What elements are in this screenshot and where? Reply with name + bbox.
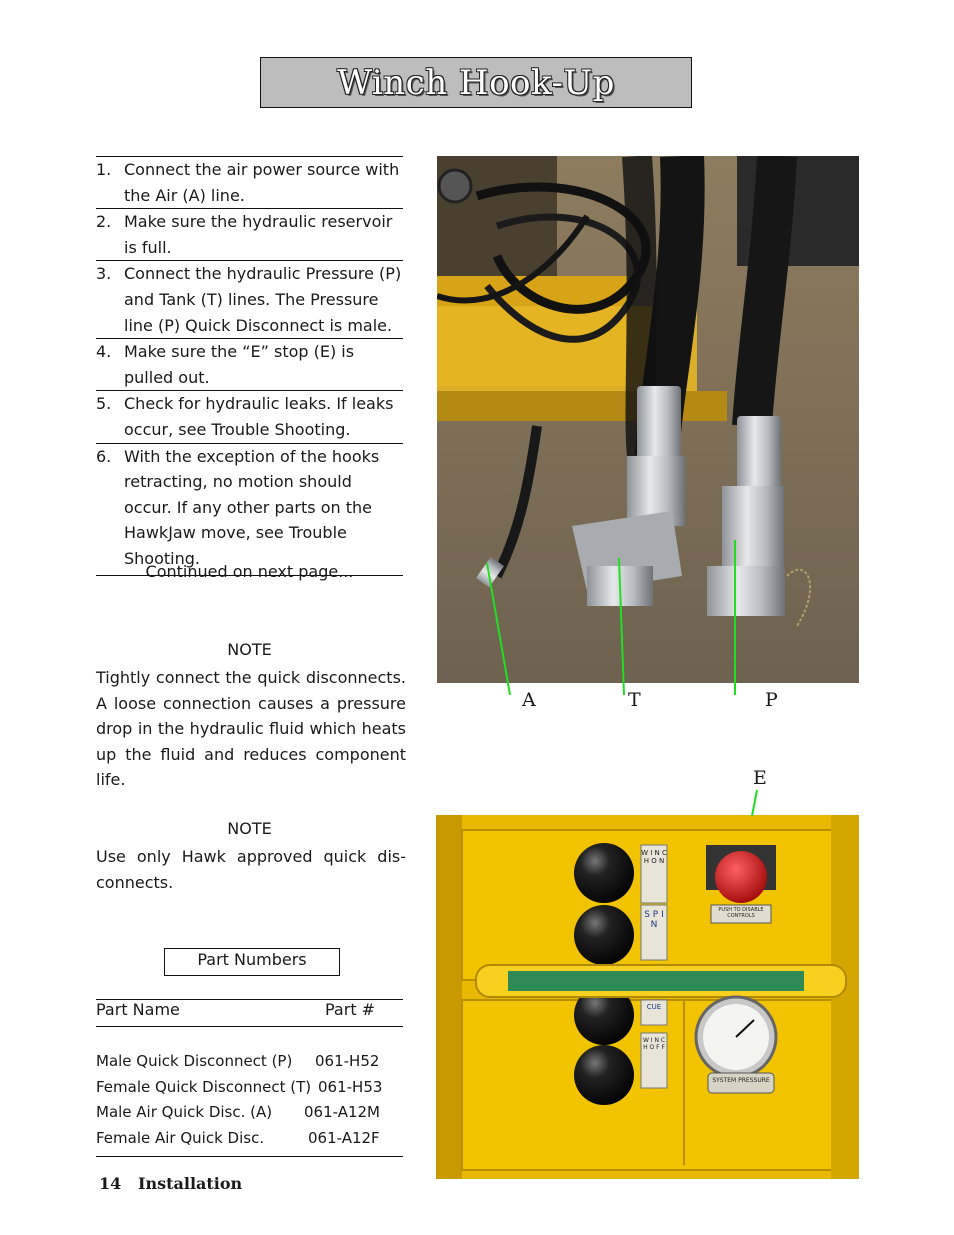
step-text: Connect the air power source with the Air (A) line. — [124, 160, 400, 205]
step-item — [96, 261, 403, 339]
col-part-number: Part # — [325, 1000, 376, 1019]
step-item — [96, 339, 403, 391]
step-number: 1. — [96, 160, 112, 179]
step-item — [96, 209, 403, 261]
cue-label: CUE — [646, 1003, 662, 1011]
step-text: Make sure the “E” stop (E) is pulled out. — [124, 342, 355, 387]
note-body: Tightly connect the quick disconnects. A loose connection causes a pressure drop in the hydraulic fluid which heats up the fluid and reduces component life. — [96, 668, 406, 790]
push-to-disable-label: PUSH TO DISABLE CONTROLS — [718, 907, 764, 919]
page-title-box — [260, 57, 692, 108]
step-text: Connect the hydraulic Pressure (P) and Tank (T) lines. The Pressure line (P) Quick Disconnect is male. — [124, 264, 402, 335]
parts-table-header — [96, 999, 403, 1027]
label-t: T — [628, 689, 641, 711]
part-number: 061-A12F — [308, 1129, 380, 1147]
note-body: Use only Hawk approved quick dis- connects. — [96, 847, 406, 892]
part-name: Male Air Quick Disc. (A) — [96, 1103, 273, 1121]
part-number: 061-H53 — [318, 1078, 383, 1096]
part-number: 061-A12M — [304, 1103, 381, 1121]
step-text: Make sure the hydraulic reservoir is full. — [124, 212, 393, 257]
spin-label: S P I N — [644, 910, 664, 930]
page-title: Winch Hook-Up — [337, 62, 615, 103]
continued-note: Continued on next page... — [145, 562, 354, 581]
part-name: Male Quick Disconnect (P) — [96, 1052, 293, 1070]
part-number: 061-H52 — [315, 1052, 380, 1070]
step-number: 5. — [96, 394, 112, 414]
step-number: 3. — [96, 264, 112, 284]
hoses-photo — [437, 156, 859, 683]
step-item — [96, 391, 403, 443]
table-bottom-rule — [96, 1156, 403, 1157]
page-footer — [99, 1174, 242, 1193]
col-part-name: Part Name — [96, 1000, 180, 1019]
step-number: 4. — [96, 342, 112, 362]
label-p: P — [765, 689, 778, 711]
note-heading: NOTE — [227, 819, 272, 838]
step-number: 6. — [96, 446, 112, 466]
step-item — [96, 157, 403, 209]
step-item — [96, 444, 403, 576]
winch-on-label: W I N C H O N — [641, 849, 667, 865]
footer-section: Installation — [137, 1174, 243, 1193]
system-pressure-label: SYSTEM PRESSURE — [712, 1077, 770, 1084]
part-name: Female Air Quick Disc. — [96, 1129, 265, 1147]
step-text: With the exception of the hooks retracting, no motion should occur. If any other parts on the HawkJaw move, see Trouble Shooting. — [124, 446, 380, 568]
label-e: E — [753, 767, 767, 789]
control-panel-photo — [436, 815, 859, 1179]
note-heading: NOTE — [227, 640, 272, 659]
hookup-steps-list — [96, 156, 403, 576]
step-number: 2. — [96, 212, 112, 232]
winch-off-label: W I N C H O F F — [642, 1037, 666, 1051]
step-text: Check for hydraulic leaks. If leaks occur, see Trouble Shooting. — [124, 394, 394, 439]
part-numbers-title: Part Numbers — [164, 948, 340, 976]
page-number: 14 — [99, 1174, 122, 1193]
label-a: A — [522, 689, 536, 711]
part-name: Female Quick Disconnect (T) — [96, 1078, 312, 1096]
